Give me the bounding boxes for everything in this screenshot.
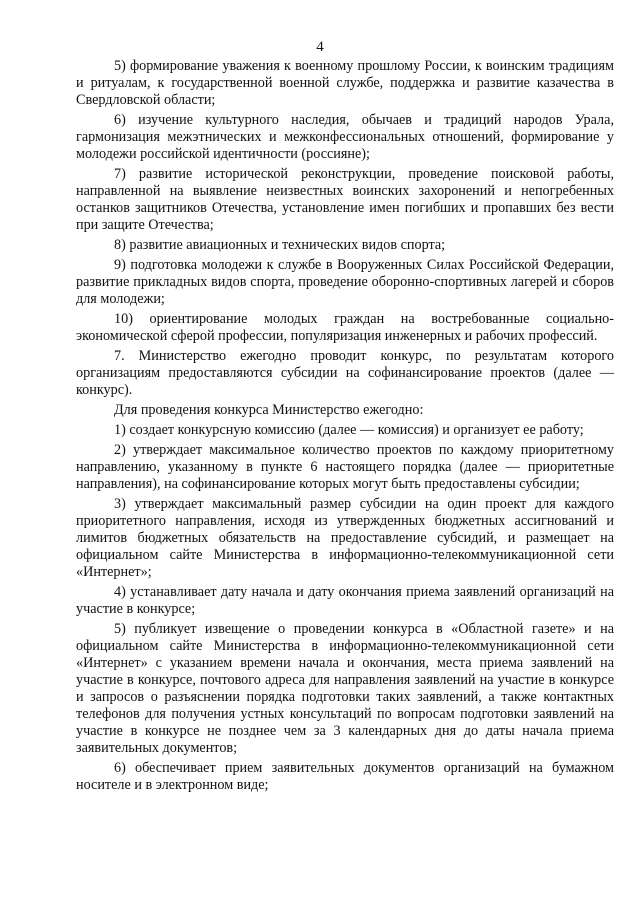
paragraph-section-7: 7. Министерство ежегодно проводит конкурс, по результатам которого организациям предоставляются субсидии на софинансирование проектов (далее — конкурс). xyxy=(76,348,614,398)
page-number: 4 xyxy=(316,39,324,55)
paragraph-step-4: 4) устанавливает дату начала и дату окончания приема заявлений организаций на участие в конкурсе; xyxy=(76,584,614,617)
paragraph-item-7: 7) развитие исторической реконструкции, проведение поисковой работы, направленной на выявление неизвестных воинских захоронений и непогребенных останков защитников Отечества, установление имен погибших и пропавших без вести при защите Отечества; xyxy=(76,166,614,233)
paragraph-intro: Для проведения конкурса Министерство ежегодно: xyxy=(114,402,424,418)
paragraph-step-6: 6) обеспечивает прием заявительных документов организаций на бумажном носителе и в электронном виде; xyxy=(76,760,614,793)
paragraph-step-1: 1) создает конкурсную комиссию (далее — комиссия) и организует ее работу; xyxy=(114,422,584,438)
paragraph-item-8: 8) развитие авиационных и технических видов спорта; xyxy=(114,237,446,253)
paragraph-item-5: 5) формирование уважения к военному прошлому России, к воинским традициям и ритуалам, к государственной военной службе, поддержка и развитие казачества в Свердловской области; xyxy=(76,58,614,108)
paragraph-step-5: 5) публикует извещение о проведении конкурса в «Областной газете» и на официальном сайте Министерства в информационно-телекоммуникационной сети «Интернет» с указанием времени начала и окончания, места приема заявлений на участие в конкурсе, почтового адреса для направления заявлений на участие в конкурсе и запросов о разъяснении порядка подготовки таких заявлений, а также контактных телефонов для получения устных консультаций по вопросам подготовки заявлений на участие в конкурсе не позднее чем за 3 календарных дня до даты начала приема заявительных документов; xyxy=(76,621,614,756)
paragraph-item-9: 9) подготовка молодежи к службе в Вооруженных Силах Российской Федерации, развитие прикладных видов спорта, проведение оборонно-спортивных лагерей и сборов для молодежи; xyxy=(76,257,614,307)
paragraph-step-2: 2) утверждает максимальное количество проектов по каждому приоритетному направлению, указанному в пункте 6 настоящего порядка (далее — приоритетные направления), на софинансирование которых могут быть предоставлены субсидии; xyxy=(76,442,614,492)
document-body xyxy=(76,58,614,797)
paragraph-item-10: 10) ориентирование молодых граждан на востребованные социально-экономической сферой профессии, популяризация инженерных и рабочих профессий. xyxy=(76,311,614,344)
paragraph-item-6: 6) изучение культурного наследия, обычаев и традиций народов Урала, гармонизация межэтнических и межконфессиональных отношений, формирование у молодежи российской идентичности (россияне); xyxy=(76,112,614,162)
paragraph-step-3: 3) утверждает максимальный размер субсидии на один проект для каждого приоритетного направления, исходя из утвержденных бюджетных ассигнований и лимитов бюджетных обязательств на предоставление субсидий, и размещает на официальном сайте Министерства в информационно-телекоммуникационной сети «Интернет»; xyxy=(76,496,614,580)
